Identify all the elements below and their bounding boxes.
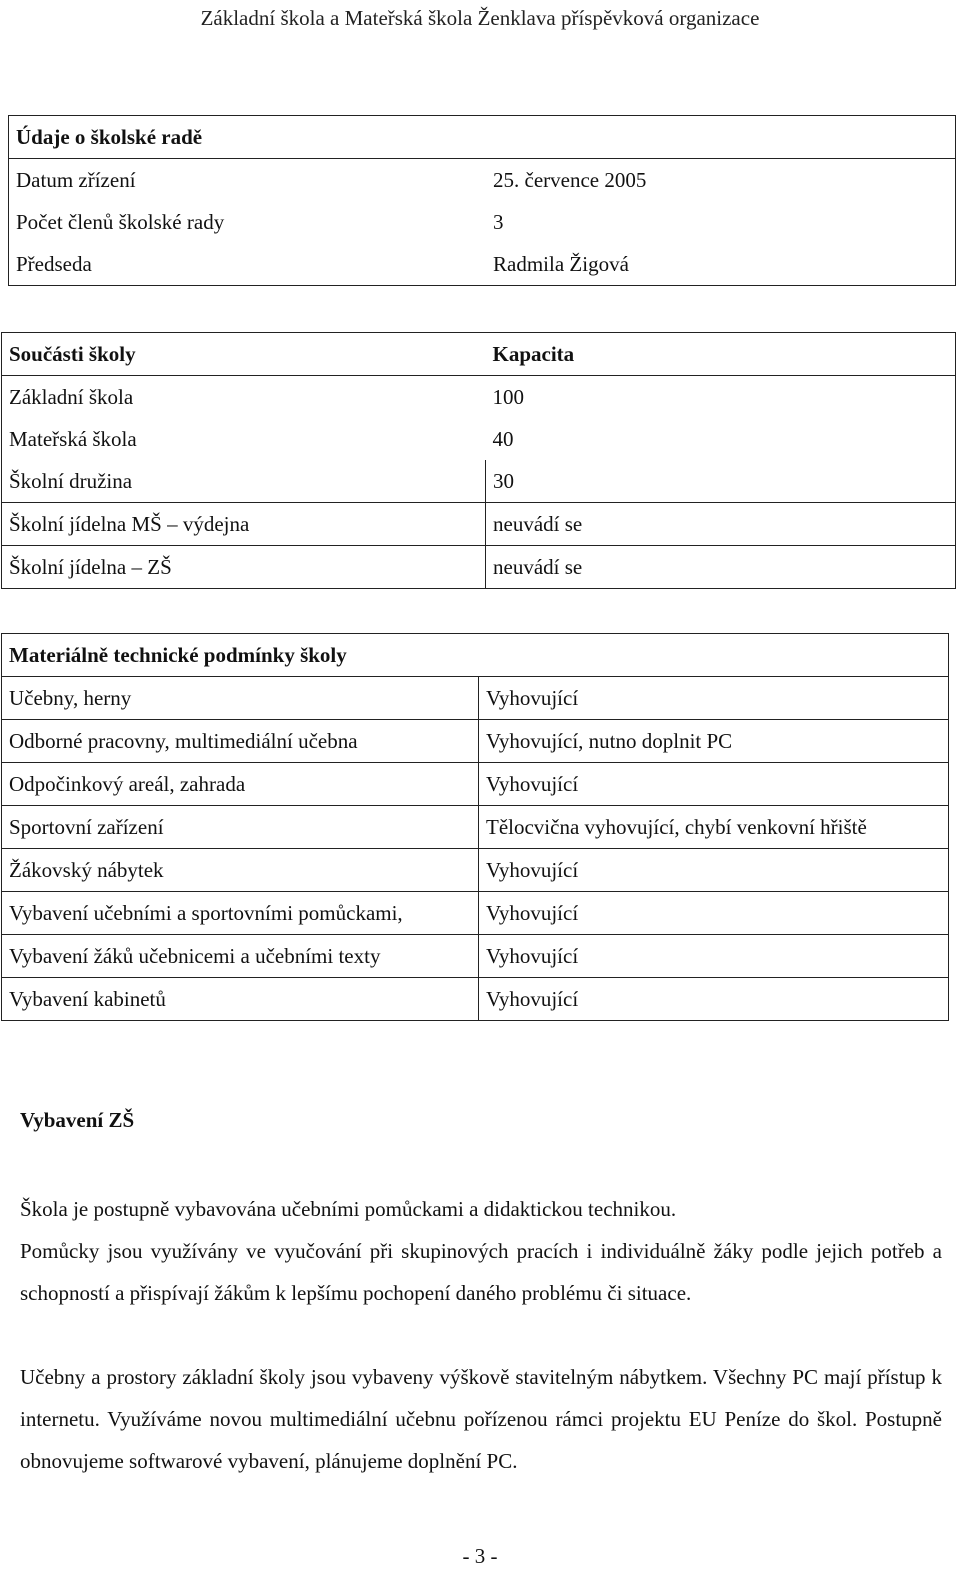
table-row: [9, 159, 956, 202]
school-parts-heading: Součásti školy: [2, 333, 486, 376]
cell-label: Školní jídelna MŠ – výdejna: [2, 503, 486, 546]
school-parts-table: [1, 332, 956, 589]
table-row: [9, 116, 956, 159]
cell-label: Vybavení žáků učebnicemi a učebními texty: [2, 935, 479, 978]
cell-value: 30: [486, 460, 956, 503]
table-row: [2, 849, 949, 892]
table-row: [2, 634, 949, 677]
cell-value: Vyhovující: [479, 849, 949, 892]
cell-label: Předseda: [9, 243, 487, 286]
cell-label: Sportovní zařízení: [2, 806, 479, 849]
cell-label: Školní družina: [2, 460, 486, 503]
capacity-heading: Kapacita: [486, 333, 956, 376]
table-row: [2, 333, 956, 376]
conditions-heading: Materiálně technické podmínky školy: [2, 634, 949, 677]
school-board-heading: Údaje o školské radě: [9, 116, 956, 159]
table-row: [2, 720, 949, 763]
table-row: [2, 418, 956, 460]
table-row: [2, 892, 949, 935]
cell-label: Mateřská škola: [2, 418, 486, 460]
cell-value: Vyhovující, nutno doplnit PC: [479, 720, 949, 763]
cell-value: Vyhovující: [479, 763, 949, 806]
cell-label: Vybavení kabinetů: [2, 978, 479, 1021]
table-row: [2, 503, 956, 546]
cell-label: Školní jídelna – ZŠ: [2, 546, 486, 589]
page-header: Základní škola a Mateřská škola Ženklava příspěvková organizace: [200, 6, 760, 30]
cell-label: Vybavení učebními a sportovními pomůckami,: [2, 892, 479, 935]
table-row: [2, 978, 949, 1021]
table-row: [2, 806, 949, 849]
cell-value: 25. července 2005: [486, 159, 956, 202]
cell-value: Vyhovující: [479, 978, 949, 1021]
table-row: [2, 763, 949, 806]
table-row: [2, 935, 949, 978]
equipment-paragraph-1: Škola je postupně vybavována učebními pomůckami a didaktickou technikou.: [20, 1197, 677, 1221]
cell-value: Vyhovující: [479, 935, 949, 978]
cell-label: Počet členů školské rady: [9, 201, 487, 243]
cell-value: Vyhovující: [479, 677, 949, 720]
table-row: [2, 376, 956, 419]
cell-value: Vyhovující: [479, 892, 949, 935]
cell-label: Odborné pracovny, multimediální učebna: [2, 720, 479, 763]
cell-label: Učebny, herny: [2, 677, 479, 720]
equipment-title: Vybavení ZŠ: [20, 1108, 135, 1132]
cell-value: 100: [486, 376, 956, 419]
table-row: [9, 243, 956, 286]
cell-value: neuvádí se: [486, 503, 956, 546]
table-row: [9, 201, 956, 243]
table-row: [2, 546, 956, 589]
equipment-paragraph-2: Pomůcky jsou využívány ve vyučování při skupinových pracích i individuálně žáky podle jejich potřeb a schopností a přispívají žákům k lepšímu pochopení daného problému či situace.: [20, 1239, 942, 1305]
cell-label: Žákovský nábytek: [2, 849, 479, 892]
page-number: - 3 -: [462, 1544, 498, 1568]
cell-value: neuvádí se: [486, 546, 956, 589]
table-row: [2, 677, 949, 720]
school-board-table: [8, 115, 956, 286]
equipment-paragraph-3: Učebny a prostory základní školy jsou vybaveny výškově stavitelným nábytkem. Všechny PC mají přístup k internetu. Využíváme novou multimediální učebnu pořízenou rámci projektu EU Peníze do škol. Postupně obnovujeme softwarové vybavení, plánujeme doplnění PC.: [20, 1365, 942, 1473]
cell-label: Základní škola: [2, 376, 486, 419]
cell-value: 3: [486, 201, 956, 243]
conditions-table: [1, 633, 949, 1021]
table-row: [2, 460, 956, 503]
cell-value: Radmila Žigová: [486, 243, 956, 286]
cell-label: Odpočinkový areál, zahrada: [2, 763, 479, 806]
cell-label: Datum zřízení: [9, 159, 487, 202]
cell-value: Tělocvična vyhovující, chybí venkovní hřiště: [479, 806, 949, 849]
cell-value: 40: [486, 418, 956, 460]
